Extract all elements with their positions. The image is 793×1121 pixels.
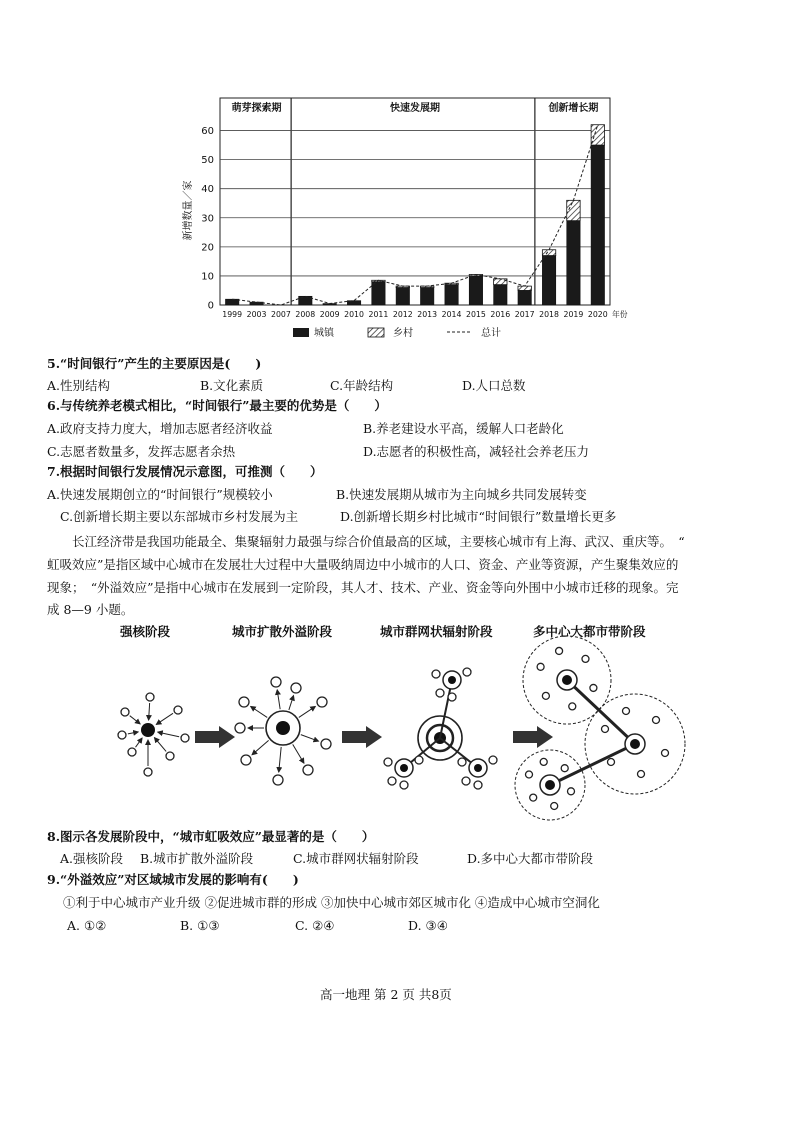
q6-option-b: B.养老建设水平高，缓解人口老龄化 bbox=[363, 421, 564, 436]
x-tick-label: 2017 bbox=[514, 310, 535, 319]
x-tick-label: 1999 bbox=[222, 310, 243, 319]
small-city bbox=[321, 739, 331, 749]
metro-center bbox=[630, 739, 640, 749]
small-city bbox=[241, 755, 251, 765]
bar-town bbox=[542, 256, 555, 305]
q6-option-c: C.志愿者数量多，发挥志愿者余热 bbox=[47, 444, 236, 459]
small-city bbox=[489, 756, 497, 764]
q7-option-d: D.创新增长期乡村比城市“时间银行”数量增长更多 bbox=[340, 509, 617, 524]
x-tick-label: 2014 bbox=[441, 310, 462, 319]
y-tick-label: 0 bbox=[207, 300, 214, 312]
small-city bbox=[400, 781, 408, 789]
small-city bbox=[590, 684, 597, 691]
small-city bbox=[273, 775, 283, 785]
small-city bbox=[317, 697, 327, 707]
bar-town bbox=[518, 290, 531, 305]
small-city bbox=[568, 788, 575, 795]
q7-stem: 7.根据时间银行发展情况示意图，可推测（ ） bbox=[47, 464, 323, 479]
y-axis-label: 新增数量／家 bbox=[183, 180, 194, 241]
q9-option-b: B. ①③ bbox=[180, 918, 220, 933]
small-city bbox=[556, 647, 563, 654]
bar-town bbox=[494, 285, 507, 305]
bar-rural bbox=[542, 250, 555, 256]
small-city bbox=[540, 758, 547, 765]
outflow-arrow bbox=[279, 747, 281, 772]
stage-arrow bbox=[195, 726, 235, 748]
bar-town bbox=[567, 221, 580, 305]
q9-option-c: C. ②④ bbox=[295, 918, 335, 933]
period-label: 快速发展期 bbox=[390, 103, 440, 114]
y-tick-label: 10 bbox=[201, 271, 214, 283]
bar-town bbox=[469, 276, 482, 305]
stage-title-4: 多中心大都市带阶段 bbox=[533, 624, 646, 639]
small-city bbox=[166, 752, 174, 760]
small-city bbox=[638, 771, 645, 778]
outflow-arrow bbox=[252, 740, 269, 754]
q5-option-a: A.性别结构 bbox=[47, 378, 111, 393]
small-city bbox=[474, 781, 482, 789]
legend-swatch-town bbox=[293, 328, 309, 337]
x-tick-label: 2016 bbox=[490, 310, 511, 319]
corridor-link bbox=[550, 744, 635, 785]
q5-option-d: D.人口总数 bbox=[462, 378, 526, 393]
inflow-arrow bbox=[158, 732, 179, 737]
passage-line-3: 现象； “外溢效应”是指中心城市在发展到一定阶段，其人才、技术、产业、资金等向外围中小城市迁移的现象。完 bbox=[47, 580, 679, 595]
stage-arrow bbox=[513, 726, 553, 748]
small-city bbox=[623, 708, 630, 715]
stage-arrow bbox=[342, 726, 382, 748]
small-city bbox=[537, 663, 544, 670]
x-tick-label: 2011 bbox=[368, 310, 389, 319]
y-tick-label: 20 bbox=[201, 242, 214, 254]
passage-line-4: 成 8—9 小题。 bbox=[47, 602, 134, 617]
small-city bbox=[608, 759, 615, 766]
small-city bbox=[181, 734, 189, 742]
q6-option-d: D.志愿者的积极性高，减轻社会养老压力 bbox=[363, 444, 590, 459]
inflow-arrow bbox=[149, 703, 150, 720]
x-tick-label: 2010 bbox=[344, 310, 364, 319]
x-tick-label: 2019 bbox=[563, 310, 584, 319]
q5-stem: 5.“时间银行”产生的主要原因是( ) bbox=[47, 356, 262, 371]
small-city bbox=[436, 689, 444, 697]
q8-stem: 8.图示各发展阶段中，“城市虹吸效应”最显著的是（ ） bbox=[47, 829, 375, 844]
metro-center bbox=[545, 780, 555, 790]
inflow-arrow bbox=[130, 716, 140, 724]
inflow-arrow bbox=[128, 732, 138, 734]
small-city bbox=[291, 683, 301, 693]
small-city bbox=[388, 777, 396, 785]
small-city bbox=[569, 703, 576, 710]
x-tick-label: 2013 bbox=[417, 310, 438, 319]
x-tick-label: 2007 bbox=[271, 310, 291, 319]
period-label: 创新增长期 bbox=[548, 103, 599, 114]
small-city bbox=[271, 677, 281, 687]
small-city bbox=[582, 655, 589, 662]
small-city bbox=[653, 717, 660, 724]
page-footer: 高一地理 第 2 页 共8页 bbox=[320, 987, 452, 1002]
small-city bbox=[146, 693, 154, 701]
x-tick-label: 2012 bbox=[392, 310, 413, 319]
small-city bbox=[144, 768, 152, 776]
q8-option-c: C.城市群网状辐射阶段 bbox=[293, 851, 419, 866]
metro-center bbox=[562, 675, 572, 685]
y-tick-label: 30 bbox=[201, 213, 214, 225]
q9-option-d: D. ③④ bbox=[408, 918, 448, 933]
bar-rural bbox=[518, 286, 531, 290]
x-tick-label: 2008 bbox=[295, 310, 316, 319]
legend-label-rural: 乡村 bbox=[393, 328, 413, 339]
outflow-arrow bbox=[301, 735, 319, 742]
outflow-arrow bbox=[277, 690, 280, 709]
time-bank-bar-chart bbox=[175, 90, 628, 350]
bar-town bbox=[250, 302, 263, 305]
inflow-arrow bbox=[136, 738, 143, 747]
bar-rural bbox=[567, 200, 580, 220]
small-city bbox=[448, 693, 456, 701]
sub-center-core bbox=[448, 676, 456, 684]
inflow-arrow bbox=[154, 738, 166, 752]
small-city bbox=[303, 765, 313, 775]
q8-option-a: A.强核阶段 bbox=[60, 851, 124, 866]
x-tick-label: 2015 bbox=[466, 310, 486, 319]
small-city bbox=[118, 731, 126, 739]
y-tick-label: 50 bbox=[201, 155, 214, 167]
small-city bbox=[432, 670, 440, 678]
q7-option-b: B.快速发展期从城市为主向城乡共同发展转变 bbox=[336, 487, 587, 502]
q9-option-a: A. ①② bbox=[67, 918, 107, 933]
q9-stem: 9.“外溢效应”对区域城市发展的影响有( ) bbox=[47, 872, 299, 887]
small-city bbox=[561, 765, 568, 772]
small-city bbox=[551, 803, 558, 810]
small-city bbox=[174, 706, 182, 714]
x-tick-label: 2020 bbox=[587, 310, 608, 319]
legend-label-town: 城镇 bbox=[314, 328, 334, 339]
small-city bbox=[384, 758, 392, 766]
stage-title-1: 强核阶段 bbox=[120, 624, 171, 639]
bar-town bbox=[372, 282, 385, 305]
q8-option-b: B.城市扩散外溢阶段 bbox=[140, 851, 254, 866]
q5-option-c: C.年龄结构 bbox=[330, 378, 394, 393]
sub-center-core bbox=[400, 764, 408, 772]
period-label: 萌芽探索期 bbox=[231, 103, 282, 114]
small-city bbox=[463, 668, 471, 676]
bar-town bbox=[396, 288, 409, 305]
small-city bbox=[530, 794, 537, 801]
outflow-arrow bbox=[251, 706, 268, 717]
q5-option-b: B.文化素质 bbox=[200, 378, 264, 393]
core-city bbox=[141, 723, 155, 737]
x-tick-label: 2009 bbox=[319, 310, 340, 319]
small-city bbox=[239, 697, 249, 707]
core-city bbox=[276, 721, 290, 735]
outflow-arrow bbox=[293, 744, 304, 763]
q9-items: ①利于中心城市产业升级 ②促进城市群的形成 ③加快中心城市郊区城市化 ④造成中心城市空洞化 bbox=[63, 895, 600, 910]
q7-option-c: C.创新增长期主要以东部城市乡村发展为主 bbox=[60, 509, 299, 524]
legend-label-total: 总计 bbox=[481, 328, 501, 339]
y-tick-label: 60 bbox=[201, 126, 214, 138]
small-city bbox=[235, 723, 245, 733]
q8-option-d: D.多中心大都市带阶段 bbox=[467, 851, 594, 866]
legend-swatch-rural bbox=[368, 328, 384, 337]
x-tick-label: 2018 bbox=[539, 310, 559, 319]
sub-center-core bbox=[474, 764, 482, 772]
bar-town bbox=[225, 299, 238, 305]
small-city bbox=[662, 750, 669, 757]
small-city bbox=[526, 771, 533, 778]
bar-rural bbox=[591, 125, 604, 145]
small-city bbox=[602, 726, 609, 733]
stage-title-2: 城市扩散外溢阶段 bbox=[232, 624, 333, 639]
passage-line-2: 虹吸效应”是指区域中心城市在发展壮大过程中大量吸纳周边中小城市的人口、资金、产业等资源，产生聚集效应的 bbox=[47, 557, 679, 572]
outflow-arrow bbox=[289, 696, 294, 710]
q6-option-a: A.政府支持力度大，增加志愿者经济收益 bbox=[47, 421, 273, 436]
q7-option-a: A.快速发展期创立的“时间银行”规模较小 bbox=[47, 487, 273, 502]
y-tick-label: 40 bbox=[201, 184, 214, 196]
bar-town bbox=[420, 288, 433, 305]
inflow-arrow bbox=[156, 713, 173, 724]
small-city bbox=[462, 777, 470, 785]
small-city bbox=[542, 692, 549, 699]
bar-town bbox=[591, 145, 604, 305]
outflow-arrow bbox=[299, 706, 316, 717]
small-city bbox=[121, 708, 129, 716]
bar-town bbox=[445, 285, 458, 305]
small-city bbox=[128, 748, 136, 756]
x-axis-unit: 年份 bbox=[612, 310, 628, 319]
urban-stages-diagram bbox=[0, 640, 793, 830]
small-city bbox=[415, 756, 423, 764]
passage-line-1: 长江经济带是我国功能最全、集聚辐射力最强与综合价值最高的区域，主要核心城市有上海、武汉、重庆等。 “ bbox=[72, 534, 685, 549]
q6-stem: 6.与传统养老模式相比，“时间银行”最主要的优势是（ ） bbox=[47, 398, 387, 413]
small-city bbox=[458, 758, 466, 766]
x-tick-label: 2003 bbox=[246, 310, 267, 319]
stage-title-3: 城市群网状辐射阶段 bbox=[380, 624, 493, 639]
